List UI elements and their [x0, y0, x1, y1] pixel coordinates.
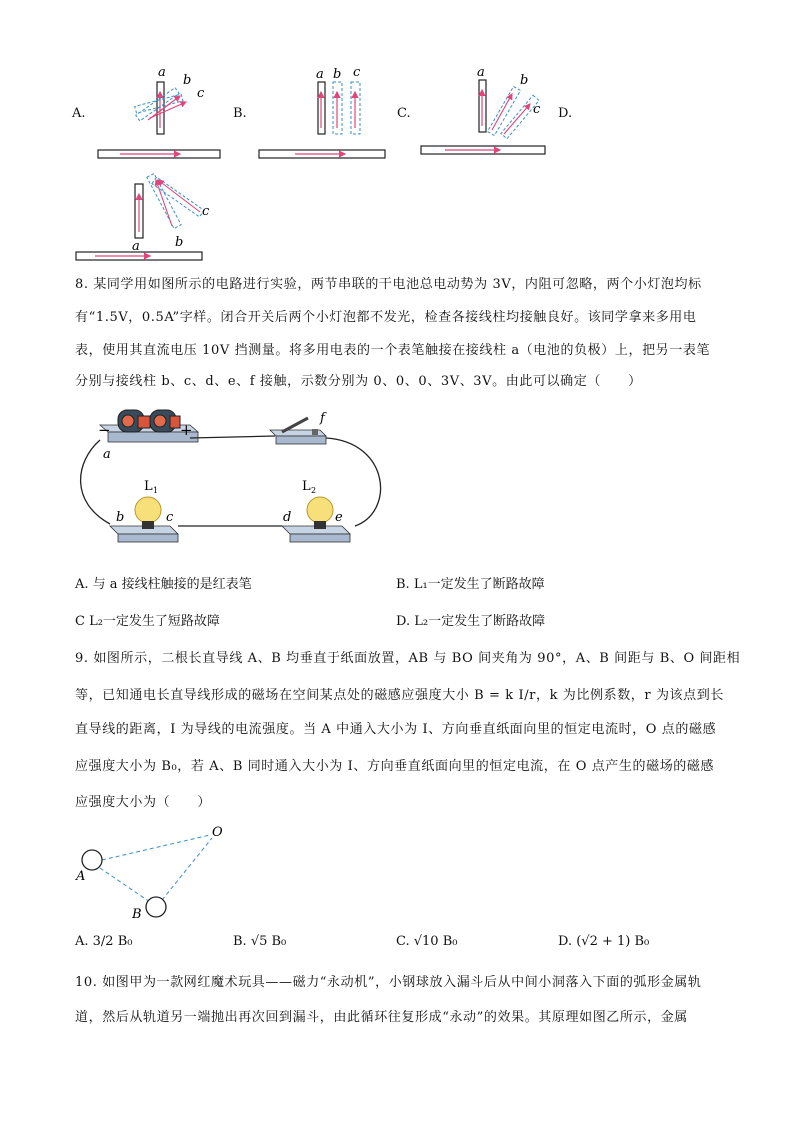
q8-choice-b[interactable]: B. L₁一定发生了断路故障: [396, 577, 545, 592]
svg-text:c: c: [166, 510, 174, 525]
q10-line-2: 道，然后从轨道另一端抛出再次回到漏斗，由此循环往复形成“永动”的效果。其原理如图乙所示，金属: [75, 1010, 688, 1025]
label-c: c: [197, 86, 205, 101]
svg-text:L: L: [302, 479, 311, 494]
option-d-label: D.: [558, 106, 573, 121]
q8-choice-d[interactable]: D. L₂一定发生了断路故障: [396, 614, 546, 629]
label-b: b: [183, 73, 192, 88]
q7-figures: [0, 0, 794, 270]
q9-line-2: 等，已知通电长直导线形成的磁场在空间某点处的磁感应强度大小 B = k I/r，k 为比例系数，r 为该点到长: [75, 688, 724, 703]
svg-text:f: f: [320, 411, 325, 426]
q8-circuit-diagram: [70, 402, 400, 552]
option-a-label: A.: [72, 106, 86, 121]
q9-line-1: 9. 如图所示，二根长直导线 A、B 均垂直于纸面放置，AB 与 BO 间夹角为 90°，A、B 间距与 B、O 间距相: [75, 651, 741, 666]
q8-line-4: 分别与接线柱 b、c、d、e、f 接触，示数分别为 0、0、0、3V、3V。由此可以确定（ ）: [75, 374, 642, 389]
svg-text:c: c: [353, 65, 361, 80]
q9-choice-c[interactable]: C. √10 B₀: [396, 934, 458, 949]
q10-line-1: 10. 如图甲为一款网红魔术玩具——磁力“永动机”，小钢球放入漏斗后从中间小洞落入下面的弧形金属轨: [75, 975, 702, 990]
svg-text:L: L: [144, 479, 153, 494]
q9-choice-a[interactable]: A. 3/2 B₀: [75, 934, 133, 949]
option-b-label: B.: [233, 106, 247, 121]
q9-line-5: 应强度大小为（ ）: [75, 795, 212, 810]
svg-text:b: b: [175, 235, 184, 250]
svg-text:b: b: [333, 67, 342, 82]
minus-sign: −: [98, 421, 111, 439]
svg-text:c: c: [533, 102, 541, 117]
label-a: a: [158, 65, 166, 80]
svg-text:b: b: [520, 73, 529, 88]
q9-figure: [70, 820, 240, 925]
figure-a: [98, 65, 220, 158]
svg-text:A: A: [76, 869, 86, 884]
figure-b: [259, 65, 385, 158]
q8-choice-a[interactable]: A. 与 a 接线柱触接的是红表笔: [75, 577, 252, 592]
q8-line-3: 表，使用其直流电压 10V 挡测量。将多用电表的一个表笔触接在接线柱 a（电池的负极）上，把另一表笔: [75, 343, 711, 358]
svg-text:b: b: [116, 510, 125, 525]
svg-text:e: e: [335, 510, 343, 525]
figure-d: [76, 174, 210, 260]
q9-choice-d[interactable]: D. (√2 + 1) B₀: [558, 934, 650, 949]
q9-choice-b[interactable]: B. √5 B₀: [233, 934, 287, 949]
svg-text:a: a: [132, 239, 140, 254]
svg-text:1: 1: [153, 486, 159, 495]
plus-sign: +: [180, 421, 193, 439]
svg-text:a: a: [477, 65, 485, 80]
svg-text:2: 2: [311, 486, 317, 495]
q8-line-1: 8. 某同学用如图所示的电路进行实验，两节串联的干电池总电动势为 3V，内阻可忽略，两个小灯泡均标: [75, 277, 702, 292]
q8-choice-c[interactable]: C L₂一定发生了短路故障: [75, 614, 220, 629]
wire-b: [146, 897, 166, 917]
option-c-label: C.: [397, 106, 411, 121]
figure-c: [421, 65, 545, 154]
svg-text:B: B: [132, 907, 142, 922]
svg-text:c: c: [202, 204, 210, 219]
q9-line-3: 直导线的距离，I 为导线的电流强度。当 A 中通入大小为 I、方向垂直纸面向里的恒定电流时，O 点的磁感: [75, 722, 717, 737]
q8-line-2: 有“1.5V，0.5A”字样。闭合开关后两个小灯泡都不发光，检查各接线柱均接触良好。该同学拿来多用电: [75, 310, 697, 325]
svg-text:a: a: [316, 67, 324, 82]
svg-text:O: O: [212, 825, 223, 840]
wire-a: [82, 850, 102, 870]
q9-line-4: 应强度大小为 B₀，若 A、B 同时通入大小为 I、方向垂直纸面向里的恒定电流，在 O 点产生的磁场的磁感: [75, 759, 715, 774]
svg-text:d: d: [283, 510, 292, 525]
svg-text:a: a: [103, 447, 111, 462]
